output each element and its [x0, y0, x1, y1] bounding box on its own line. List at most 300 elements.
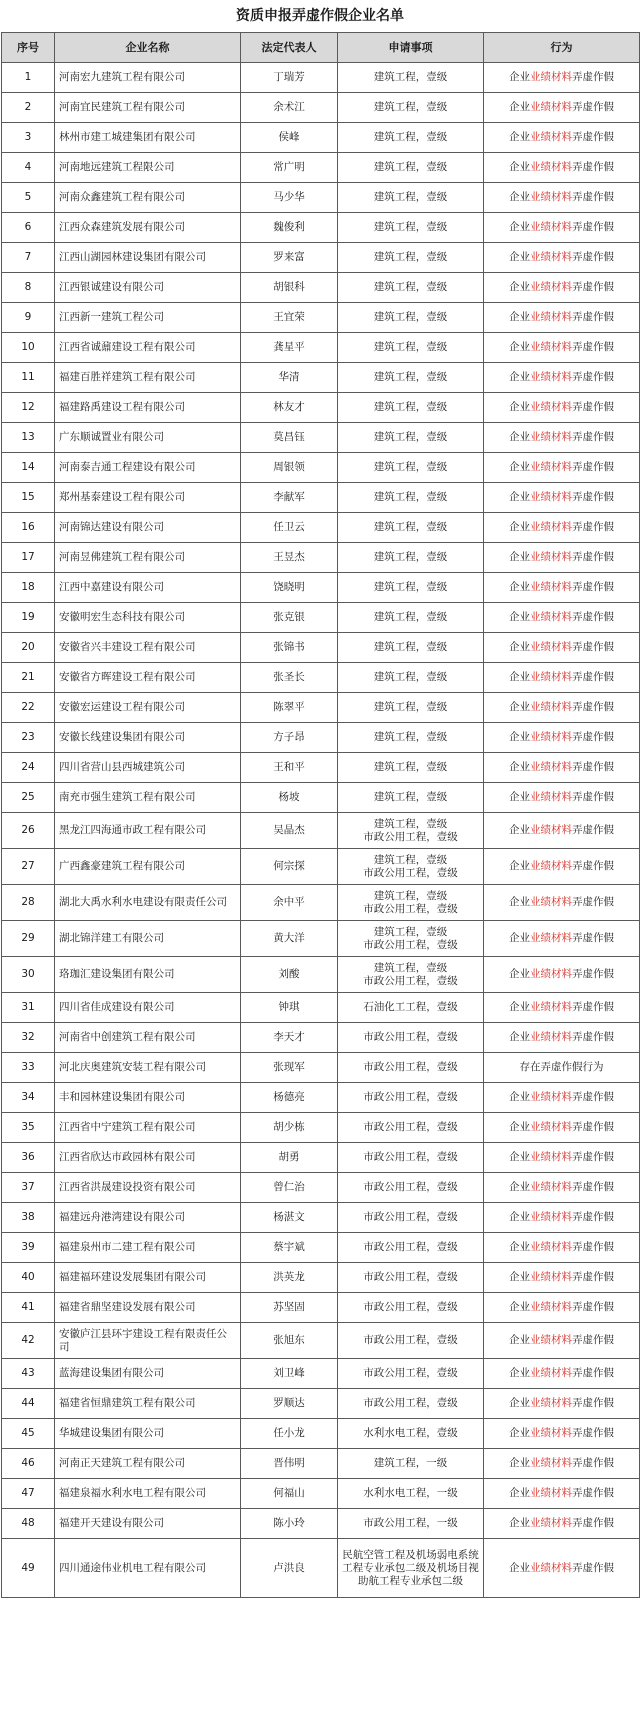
behavior-suffix: 弄虚作假: [572, 932, 614, 944]
row-serial: 3: [2, 123, 55, 153]
row-application: 建筑工程，壹级 市政公用工程，壹级: [338, 921, 484, 957]
behavior-suffix: 弄虚作假: [572, 341, 614, 353]
row-legal-rep: 罗顺达: [241, 1389, 338, 1419]
row-legal-rep: 周银领: [241, 453, 338, 483]
behavior-highlight: 业绩材料: [530, 521, 572, 533]
row-company-name: 郑州基泰建设工程有限公司: [55, 483, 241, 513]
row-legal-rep: 张现军: [241, 1053, 338, 1083]
behavior-highlight: 业绩材料: [530, 1211, 572, 1223]
row-serial: 10: [2, 333, 55, 363]
row-application: 市政公用工程，壹级: [338, 1389, 484, 1419]
row-behavior: [484, 123, 640, 153]
row-company-name: 江西众森建筑发展有限公司: [55, 213, 241, 243]
behavior-prefix: 企业: [509, 191, 530, 203]
row-application: 建筑工程，壹级: [338, 783, 484, 813]
row-behavior: [484, 483, 640, 513]
table-row: [2, 783, 640, 813]
row-legal-rep: 丁瑞芳: [241, 63, 338, 93]
row-serial: 5: [2, 183, 55, 213]
behavior-text: 存在弄虚作假行为: [519, 1061, 604, 1073]
table-row: [2, 363, 640, 393]
table-header-row: [2, 33, 640, 63]
row-behavior: [484, 1113, 640, 1143]
behavior-highlight: 业绩材料: [530, 581, 572, 593]
row-behavior: [484, 1323, 640, 1359]
row-serial: 31: [2, 993, 55, 1023]
row-company-name: 安徽庐江县环宇建设工程有限责任公司: [55, 1323, 241, 1359]
row-application: 建筑工程，壹级: [338, 63, 484, 93]
row-legal-rep: 蔡宇斌: [241, 1233, 338, 1263]
table-row: [2, 1509, 640, 1539]
row-company-name: 福建泉福水利水电工程有限公司: [55, 1479, 241, 1509]
table-row: [2, 1263, 640, 1293]
table-row: [2, 483, 640, 513]
table-row: [2, 1293, 640, 1323]
row-behavior: [484, 333, 640, 363]
row-company-name: 林州市建工城建集团有限公司: [55, 123, 241, 153]
behavior-highlight: 业绩材料: [530, 611, 572, 623]
row-application: 建筑工程，壹级: [338, 213, 484, 243]
row-application: 建筑工程，壹级: [338, 573, 484, 603]
row-company-name: 福建远舟港湾建设有限公司: [55, 1203, 241, 1233]
row-serial: 38: [2, 1203, 55, 1233]
table-row: [2, 1023, 640, 1053]
behavior-highlight: 业绩材料: [530, 161, 572, 173]
row-application: 水利水电工程，一级: [338, 1479, 484, 1509]
behavior-highlight: 业绩材料: [530, 1001, 572, 1013]
table-row: [2, 63, 640, 93]
row-application: 建筑工程，壹级: [338, 183, 484, 213]
row-legal-rep: 常广明: [241, 153, 338, 183]
behavior-highlight: 业绩材料: [530, 671, 572, 683]
row-company-name: 黑龙江四海通市政工程有限公司: [55, 813, 241, 849]
row-application: 建筑工程，壹级: [338, 303, 484, 333]
table-row: [2, 153, 640, 183]
row-application: 建筑工程，壹级 市政公用工程，壹级: [338, 813, 484, 849]
table-row: [2, 1323, 640, 1359]
row-company-name: 四川省佳成建设有限公司: [55, 993, 241, 1023]
row-company-name: 珞珈汇建设集团有限公司: [55, 957, 241, 993]
table-row: [2, 957, 640, 993]
row-company-name: 华城建设集团有限公司: [55, 1419, 241, 1449]
behavior-prefix: 企业: [509, 932, 530, 944]
behavior-highlight: 业绩材料: [530, 731, 572, 743]
row-application: 建筑工程，壹级: [338, 693, 484, 723]
behavior-prefix: 企业: [509, 1001, 530, 1013]
row-legal-rep: 华清: [241, 363, 338, 393]
table-row: [2, 543, 640, 573]
row-company-name: 江西中嘉建设有限公司: [55, 573, 241, 603]
document-title: 资质申报弄虚作假企业名单: [236, 8, 404, 24]
behavior-suffix: 弄虚作假: [572, 221, 614, 233]
row-legal-rep: 余术江: [241, 93, 338, 123]
row-legal-rep: 曾仁治: [241, 1173, 338, 1203]
table-row: [2, 333, 640, 363]
behavior-highlight: 业绩材料: [530, 1181, 572, 1193]
behavior-prefix: 企业: [509, 671, 530, 683]
row-serial: 1: [2, 63, 55, 93]
behavior-highlight: 业绩材料: [530, 551, 572, 563]
row-company-name: 四川省营山县西城建筑公司: [55, 753, 241, 783]
row-company-name: 福建路禹建设工程有限公司: [55, 393, 241, 423]
row-application: 市政公用工程，壹级: [338, 1173, 484, 1203]
row-serial: 7: [2, 243, 55, 273]
behavior-prefix: 企业: [509, 1151, 530, 1163]
row-legal-rep: 魏俊利: [241, 213, 338, 243]
behavior-suffix: 弄虚作假: [572, 761, 614, 773]
row-legal-rep: 杨坡: [241, 783, 338, 813]
behavior-suffix: 弄虚作假: [572, 1151, 614, 1163]
table-row: [2, 513, 640, 543]
row-behavior: [484, 849, 640, 885]
behavior-suffix: 弄虚作假: [572, 1181, 614, 1193]
row-company-name: 江西银诚建设有限公司: [55, 273, 241, 303]
behavior-highlight: 业绩材料: [530, 461, 572, 473]
row-serial: 34: [2, 1083, 55, 1113]
behavior-prefix: 企业: [509, 281, 530, 293]
behavior-highlight: 业绩材料: [530, 1487, 572, 1499]
behavior-highlight: 业绩材料: [530, 431, 572, 443]
row-company-name: 福建省鼎坚建设发展有限公司: [55, 1293, 241, 1323]
row-legal-rep: 饶晓明: [241, 573, 338, 603]
row-legal-rep: 莫昌钰: [241, 423, 338, 453]
row-legal-rep: 马少华: [241, 183, 338, 213]
row-application: 建筑工程，壹级: [338, 543, 484, 573]
table-row: [2, 393, 640, 423]
row-serial: 30: [2, 957, 55, 993]
row-company-name: 江西省洪晟建设投资有限公司: [55, 1173, 241, 1203]
row-legal-rep: 李天才: [241, 1023, 338, 1053]
row-serial: 15: [2, 483, 55, 513]
behavior-prefix: 企业: [509, 1301, 530, 1313]
behavior-highlight: 业绩材料: [530, 1427, 572, 1439]
row-application: 建筑工程，壹级: [338, 753, 484, 783]
row-application: 建筑工程，壹级: [338, 153, 484, 183]
row-serial: 33: [2, 1053, 55, 1083]
table-row: [2, 663, 640, 693]
table-row: [2, 573, 640, 603]
row-behavior: [484, 573, 640, 603]
row-application: 建筑工程，壹级: [338, 513, 484, 543]
row-behavior: [484, 1449, 640, 1479]
behavior-suffix: 弄虚作假: [572, 71, 614, 83]
row-legal-rep: 杨德亮: [241, 1083, 338, 1113]
row-behavior: [484, 183, 640, 213]
table-row: [2, 303, 640, 333]
behavior-prefix: 企业: [509, 131, 530, 143]
behavior-suffix: 弄虚作假: [572, 860, 614, 872]
behavior-prefix: 企业: [509, 161, 530, 173]
row-company-name: 江西新一建筑工程公司: [55, 303, 241, 333]
row-behavior: [484, 363, 640, 393]
row-legal-rep: 任卫云: [241, 513, 338, 543]
row-behavior: [484, 393, 640, 423]
table-row: [2, 603, 640, 633]
behavior-suffix: 弄虚作假: [572, 101, 614, 113]
behavior-prefix: 企业: [509, 791, 530, 803]
behavior-prefix: 企业: [509, 551, 530, 563]
row-company-name: 广东顺诚置业有限公司: [55, 423, 241, 453]
behavior-highlight: 业绩材料: [530, 341, 572, 353]
row-serial: 49: [2, 1539, 55, 1598]
behavior-suffix: 弄虚作假: [572, 581, 614, 593]
behavior-suffix: 弄虚作假: [572, 131, 614, 143]
behavior-highlight: 业绩材料: [530, 101, 572, 113]
row-serial: 8: [2, 273, 55, 303]
row-behavior: [484, 1359, 640, 1389]
behavior-suffix: 弄虚作假: [572, 1487, 614, 1499]
table-row: [2, 423, 640, 453]
row-application: 建筑工程，壹级: [338, 423, 484, 453]
table-row: [2, 1359, 640, 1389]
behavior-highlight: 业绩材料: [530, 371, 572, 383]
row-serial: 23: [2, 723, 55, 753]
row-legal-rep: 钟琪: [241, 993, 338, 1023]
behavior-prefix: 企业: [509, 311, 530, 323]
behavior-prefix: 企业: [509, 761, 530, 773]
row-behavior: [484, 243, 640, 273]
row-serial: 6: [2, 213, 55, 243]
behavior-suffix: 弄虚作假: [572, 551, 614, 563]
behavior-highlight: 业绩材料: [530, 932, 572, 944]
header-application: 申请事项: [338, 33, 484, 63]
row-company-name: 福建开天建设有限公司: [55, 1509, 241, 1539]
row-behavior: [484, 885, 640, 921]
row-behavior: [484, 1539, 640, 1598]
behavior-suffix: 弄虚作假: [572, 401, 614, 413]
behavior-suffix: 弄虚作假: [572, 281, 614, 293]
table-row: [2, 633, 640, 663]
row-application: 市政公用工程，壹级: [338, 1359, 484, 1389]
row-legal-rep: 方子昂: [241, 723, 338, 753]
row-application: 建筑工程，壹级: [338, 453, 484, 483]
row-legal-rep: 陈翠平: [241, 693, 338, 723]
row-legal-rep: 苏坚固: [241, 1293, 338, 1323]
row-behavior: [484, 783, 640, 813]
row-application: 市政公用工程，壹级: [338, 1113, 484, 1143]
behavior-suffix: 弄虚作假: [572, 1457, 614, 1469]
table-row: [2, 993, 640, 1023]
row-legal-rep: 胡银科: [241, 273, 338, 303]
behavior-suffix: 弄虚作假: [572, 371, 614, 383]
behavior-prefix: 企业: [509, 371, 530, 383]
behavior-highlight: 业绩材料: [530, 1091, 572, 1103]
row-behavior: [484, 213, 640, 243]
behavior-suffix: 弄虚作假: [572, 1334, 614, 1346]
row-company-name: 福建泉州市二建工程有限公司: [55, 1233, 241, 1263]
table-row: [2, 1389, 640, 1419]
row-application: 市政公用工程，壹级: [338, 1143, 484, 1173]
row-serial: 2: [2, 93, 55, 123]
row-application: 石油化工工程，壹级: [338, 993, 484, 1023]
row-company-name: 湖北大禹水利水电建设有限责任公司: [55, 885, 241, 921]
table-row: [2, 1449, 640, 1479]
row-behavior: [484, 153, 640, 183]
row-application: 建筑工程，壹级: [338, 393, 484, 423]
row-application: 市政公用工程，壹级: [338, 1263, 484, 1293]
behavior-prefix: 企业: [509, 1457, 530, 1469]
row-legal-rep: 何宗探: [241, 849, 338, 885]
behavior-prefix: 企业: [509, 1091, 530, 1103]
row-application: 市政公用工程，壹级: [338, 1293, 484, 1323]
row-application: 建筑工程，壹级: [338, 483, 484, 513]
behavior-highlight: 业绩材料: [530, 860, 572, 872]
row-behavior: [484, 1053, 640, 1083]
row-company-name: 安徽省兴丰建设工程有限公司: [55, 633, 241, 663]
table-row: [2, 1083, 640, 1113]
row-behavior: [484, 513, 640, 543]
behavior-prefix: 企业: [509, 1487, 530, 1499]
row-application: 建筑工程，壹级 市政公用工程，壹级: [338, 885, 484, 921]
row-serial: 21: [2, 663, 55, 693]
row-behavior: [484, 1173, 640, 1203]
behavior-suffix: 弄虚作假: [572, 1517, 614, 1529]
behavior-prefix: 企业: [509, 824, 530, 836]
behavior-highlight: 业绩材料: [530, 1121, 572, 1133]
row-serial: 26: [2, 813, 55, 849]
behavior-highlight: 业绩材料: [530, 701, 572, 713]
row-legal-rep: 侯峰: [241, 123, 338, 153]
behavior-highlight: 业绩材料: [530, 491, 572, 503]
row-application: 建筑工程，壹级: [338, 603, 484, 633]
behavior-suffix: 弄虚作假: [572, 461, 614, 473]
row-serial: 39: [2, 1233, 55, 1263]
behavior-suffix: 弄虚作假: [572, 611, 614, 623]
row-application: 建筑工程，壹级: [338, 123, 484, 153]
row-legal-rep: 王昱杰: [241, 543, 338, 573]
row-serial: 48: [2, 1509, 55, 1539]
behavior-highlight: 业绩材料: [530, 968, 572, 980]
table-row: [2, 723, 640, 753]
behavior-prefix: 企业: [509, 101, 530, 113]
row-behavior: [484, 1023, 640, 1053]
behavior-prefix: 企业: [509, 1367, 530, 1379]
behavior-suffix: 弄虚作假: [572, 251, 614, 263]
table-row: [2, 753, 640, 783]
behavior-prefix: 企业: [509, 968, 530, 980]
row-serial: 41: [2, 1293, 55, 1323]
row-behavior: [484, 1419, 640, 1449]
behavior-prefix: 企业: [509, 491, 530, 503]
row-application: 建筑工程，一级: [338, 1449, 484, 1479]
behavior-highlight: 业绩材料: [530, 1334, 572, 1346]
behavior-prefix: 企业: [509, 896, 530, 908]
behavior-suffix: 弄虚作假: [572, 1427, 614, 1439]
row-company-name: 河南锦达建设有限公司: [55, 513, 241, 543]
row-company-name: 河南宏九建筑工程有限公司: [55, 63, 241, 93]
behavior-prefix: 企业: [509, 1121, 530, 1133]
row-behavior: [484, 1479, 640, 1509]
behavior-suffix: 弄虚作假: [572, 701, 614, 713]
table-row: [2, 1539, 640, 1598]
table-row: [2, 1053, 640, 1083]
row-company-name: 江西省中宁建筑工程有限公司: [55, 1113, 241, 1143]
behavior-prefix: 企业: [509, 1271, 530, 1283]
row-serial: 20: [2, 633, 55, 663]
row-serial: 18: [2, 573, 55, 603]
row-behavior: [484, 1263, 640, 1293]
row-behavior: [484, 633, 640, 663]
header-company-name: 企业名称: [55, 33, 241, 63]
table-row: [2, 1173, 640, 1203]
row-company-name: 河南泰吉通工程建设有限公司: [55, 453, 241, 483]
row-legal-rep: 龚星平: [241, 333, 338, 363]
behavior-prefix: 企业: [509, 1031, 530, 1043]
behavior-prefix: 企业: [509, 1241, 530, 1253]
row-behavior: [484, 1083, 640, 1113]
behavior-highlight: 业绩材料: [530, 1397, 572, 1409]
row-application: 市政公用工程，壹级: [338, 1203, 484, 1233]
row-application: 建筑工程，壹级: [338, 273, 484, 303]
row-serial: 28: [2, 885, 55, 921]
table-row: [2, 1419, 640, 1449]
row-serial: 47: [2, 1479, 55, 1509]
behavior-highlight: 业绩材料: [530, 1151, 572, 1163]
behavior-highlight: 业绩材料: [530, 791, 572, 803]
row-company-name: 福建省恒鼎建筑工程有限公司: [55, 1389, 241, 1419]
row-company-name: 福建福环建设发展集团有限公司: [55, 1263, 241, 1293]
row-serial: 9: [2, 303, 55, 333]
behavior-suffix: 弄虚作假: [572, 896, 614, 908]
row-behavior: [484, 93, 640, 123]
row-application: 市政公用工程，壹级: [338, 1053, 484, 1083]
row-legal-rep: 胡勇: [241, 1143, 338, 1173]
row-application: 市政公用工程，壹级: [338, 1233, 484, 1263]
row-application: 建筑工程，壹级: [338, 333, 484, 363]
behavior-suffix: 弄虚作假: [572, 1271, 614, 1283]
row-behavior: [484, 1233, 640, 1263]
row-legal-rep: 刘酸: [241, 957, 338, 993]
table-row: [2, 1479, 640, 1509]
behavior-suffix: 弄虚作假: [572, 491, 614, 503]
table-row: [2, 885, 640, 921]
row-behavior: [484, 993, 640, 1023]
behavior-suffix: 弄虚作假: [572, 191, 614, 203]
table-row: [2, 1113, 640, 1143]
table-row: [2, 1143, 640, 1173]
behavior-highlight: 业绩材料: [530, 131, 572, 143]
behavior-highlight: 业绩材料: [530, 1031, 572, 1043]
row-serial: 25: [2, 783, 55, 813]
behavior-highlight: 业绩材料: [530, 824, 572, 836]
row-behavior: [484, 957, 640, 993]
row-serial: 12: [2, 393, 55, 423]
row-company-name: 南充市强生建筑工程有限公司: [55, 783, 241, 813]
row-legal-rep: 杨湛文: [241, 1203, 338, 1233]
row-serial: 29: [2, 921, 55, 957]
behavior-highlight: 业绩材料: [530, 1561, 572, 1574]
behavior-suffix: 弄虚作假: [572, 1211, 614, 1223]
row-serial: 37: [2, 1173, 55, 1203]
behavior-prefix: 企业: [509, 341, 530, 353]
row-serial: 11: [2, 363, 55, 393]
row-legal-rep: 罗来富: [241, 243, 338, 273]
behavior-highlight: 业绩材料: [530, 761, 572, 773]
row-serial: 13: [2, 423, 55, 453]
header-behavior: 行为: [484, 33, 640, 63]
header-legal-rep: 法定代表人: [241, 33, 338, 63]
row-serial: 19: [2, 603, 55, 633]
row-company-name: 河南省中创建筑工程有限公司: [55, 1023, 241, 1053]
row-behavior: [484, 723, 640, 753]
behavior-prefix: 企业: [509, 611, 530, 623]
row-company-name: 蓝海建设集团有限公司: [55, 1359, 241, 1389]
row-behavior: [484, 1203, 640, 1233]
row-company-name: 河南昱佛建筑工程有限公司: [55, 543, 241, 573]
behavior-highlight: 业绩材料: [530, 251, 572, 263]
behavior-prefix: 企业: [509, 1181, 530, 1193]
table-row: [2, 213, 640, 243]
